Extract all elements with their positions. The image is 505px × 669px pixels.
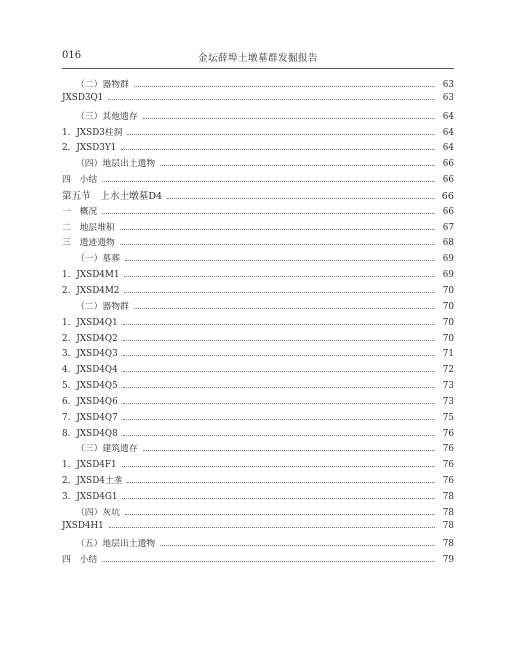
toc-entry-page: 64: [442, 111, 454, 122]
toc-dot-leader: [123, 387, 435, 388]
toc-entry: [62, 188, 454, 204]
toc-entry-page: 78: [442, 539, 454, 550]
toc-entry-label: 5．JXSD4Q5: [62, 381, 118, 392]
toc-entry: [62, 536, 454, 552]
toc-entry-page: 76: [442, 460, 454, 471]
toc-entry-page: 76: [442, 428, 454, 439]
toc-entry-page: 63: [442, 92, 454, 103]
toc-dot-leader: [143, 118, 435, 119]
toc-dot-leader: [102, 561, 435, 562]
toc-entry-page: 63: [442, 80, 454, 90]
toc-entry: [62, 77, 454, 93]
toc-entry: [62, 204, 454, 220]
toc-entry: [62, 140, 454, 156]
toc-entry-page: 73: [442, 396, 454, 407]
toc-entry-label: 2．JXSD4土垄: [62, 476, 123, 487]
toc-entry-page: 66: [442, 159, 454, 170]
toc-entry-page: 64: [442, 143, 454, 154]
toc-dot-leader: [143, 450, 435, 451]
toc-dot-leader: [120, 229, 435, 230]
toc-entry: [62, 521, 454, 537]
toc-dot-leader: [122, 498, 435, 499]
toc-entry-label: 2．JXSD3Y1: [62, 143, 117, 154]
toc-dot-leader: [102, 213, 435, 214]
toc-entry: [62, 362, 454, 378]
table-of-contents: [62, 77, 454, 568]
toc-entry-label: 一 概况: [62, 206, 98, 217]
header-rule: [62, 68, 454, 69]
toc-dot-leader: [167, 198, 435, 199]
toc-entry-label: JXSD3Q1: [62, 92, 104, 103]
toc-entry-page: 78: [442, 520, 454, 531]
toc-entry-page: 67: [442, 222, 454, 233]
toc-entry-label: （二）器物群: [76, 80, 129, 90]
toc-entry: [62, 441, 454, 457]
toc-entry-label: 三 遗迹遗物: [62, 238, 115, 249]
toc-entry-label: 1．JXSD4F1: [62, 460, 117, 471]
toc-entry-page: 76: [442, 476, 454, 487]
toc-dot-leader: [134, 86, 435, 87]
toc-dot-leader: [123, 340, 435, 341]
page-header: [62, 50, 454, 66]
toc-entry: [62, 315, 454, 331]
toc-dot-leader: [108, 99, 435, 100]
toc-entry: [62, 331, 454, 347]
toc-entry-page: 69: [442, 254, 454, 265]
toc-entry: [62, 346, 454, 362]
toc-dot-leader: [123, 324, 435, 325]
toc-dot-leader: [127, 482, 435, 483]
toc-dot-leader: [127, 134, 435, 135]
toc-dot-leader: [121, 149, 435, 150]
toc-entry: [62, 489, 454, 505]
toc-entry-page: 70: [442, 285, 454, 296]
toc-entry: [62, 394, 454, 410]
toc-entry: [62, 172, 454, 188]
toc-entry: [62, 125, 454, 141]
toc-entry: [62, 283, 454, 299]
toc-entry-page: 71: [442, 349, 454, 360]
toc-entry-label: 1．JXSD4Q1: [62, 317, 118, 328]
toc-entry-label: （四）灰坑: [76, 507, 120, 518]
toc-dot-leader: [125, 260, 435, 261]
toc-entry: [62, 109, 454, 125]
toc-entry-label: 二 地层堆积: [62, 222, 115, 233]
toc-entry: [62, 267, 454, 283]
toc-entry-page: 73: [442, 381, 454, 392]
toc-entry: [62, 457, 454, 473]
toc-entry-label: JXSD4H1: [62, 520, 104, 531]
toc-entry: [62, 473, 454, 489]
toc-entry-label: 四 小结: [62, 555, 98, 566]
toc-dot-leader: [123, 371, 435, 372]
toc-entry-label: 2．JXSD4M2: [62, 285, 120, 296]
toc-entry: [62, 299, 454, 315]
toc-entry: [62, 235, 454, 251]
toc-entry-page: 75: [442, 412, 454, 423]
toc-dot-leader: [122, 466, 435, 467]
toc-entry-label: （二）器物群: [76, 301, 129, 312]
toc-entry-page: 70: [442, 301, 454, 312]
toc-dot-leader: [125, 514, 435, 515]
toc-entry-page: 68: [442, 238, 454, 249]
toc-dot-leader: [160, 545, 435, 546]
toc-entry-label: 1．JXSD3柱洞: [62, 127, 123, 138]
toc-entry: [62, 93, 454, 109]
toc-dot-leader: [102, 181, 435, 182]
toc-entry: [62, 378, 454, 394]
toc-dot-leader: [124, 276, 435, 277]
toc-entry: [62, 156, 454, 172]
toc-entry-label: （三）其他遗存: [76, 111, 138, 122]
toc-dot-leader: [160, 165, 435, 166]
toc-entry-label: 3．JXSD4Q3: [62, 349, 118, 360]
toc-entry-label: 4．JXSD4Q4: [62, 365, 118, 376]
toc-entry-page: 76: [442, 444, 454, 455]
toc-entry-page: 78: [442, 507, 454, 518]
toc-entry-page: 72: [442, 365, 454, 376]
toc-entry: [62, 410, 454, 426]
toc-dot-leader: [123, 355, 435, 356]
toc-entry-label: 1．JXSD4M1: [62, 270, 120, 281]
page-number: 016: [62, 50, 82, 61]
toc-dot-leader: [123, 403, 435, 404]
toc-entry-label: （一）墓葬: [76, 254, 120, 265]
toc-entry: [62, 505, 454, 521]
toc-entry-label: 2．JXSD4Q2: [62, 333, 118, 344]
toc-entry-page: 69: [442, 270, 454, 281]
toc-entry-page: 70: [442, 333, 454, 344]
toc-entry-label: 第五节 上水土墩墓D4: [62, 190, 163, 202]
toc-entry-label: 四 小结: [62, 175, 98, 186]
toc-entry-page: 70: [442, 317, 454, 328]
toc-entry-label: 8．JXSD4Q8: [62, 428, 118, 439]
toc-entry: [62, 552, 454, 568]
toc-dot-leader: [134, 308, 435, 309]
toc-entry-label: （五）地层出土遗物: [76, 539, 156, 550]
toc-entry-label: （四）地层出土遗物: [76, 159, 156, 170]
toc-entry-page: 64: [442, 127, 454, 138]
toc-entry-page: 78: [442, 491, 454, 502]
toc-entry-label: （三）建筑遗存: [76, 444, 138, 455]
toc-entry-page: 66: [442, 206, 454, 217]
toc-entry-page: 66: [442, 175, 454, 186]
toc-dot-leader: [123, 419, 435, 420]
toc-entry-label: 7．JXSD4Q7: [62, 412, 118, 423]
toc-dot-leader: [120, 244, 435, 245]
toc-entry-page: 66: [441, 190, 454, 202]
toc-entry-label: 3．JXSD4G1: [62, 491, 118, 502]
toc-entry: [62, 220, 454, 236]
toc-entry: [62, 426, 454, 442]
toc-dot-leader: [123, 435, 435, 436]
toc-dot-leader: [124, 292, 435, 293]
toc-dot-leader: [109, 527, 435, 528]
toc-entry-page: 79: [442, 555, 454, 566]
toc-entry-label: 6．JXSD4Q6: [62, 396, 118, 407]
toc-entry: [62, 251, 454, 267]
running-title: 金坛薛埠土墩墓群发掘报告: [197, 53, 318, 64]
